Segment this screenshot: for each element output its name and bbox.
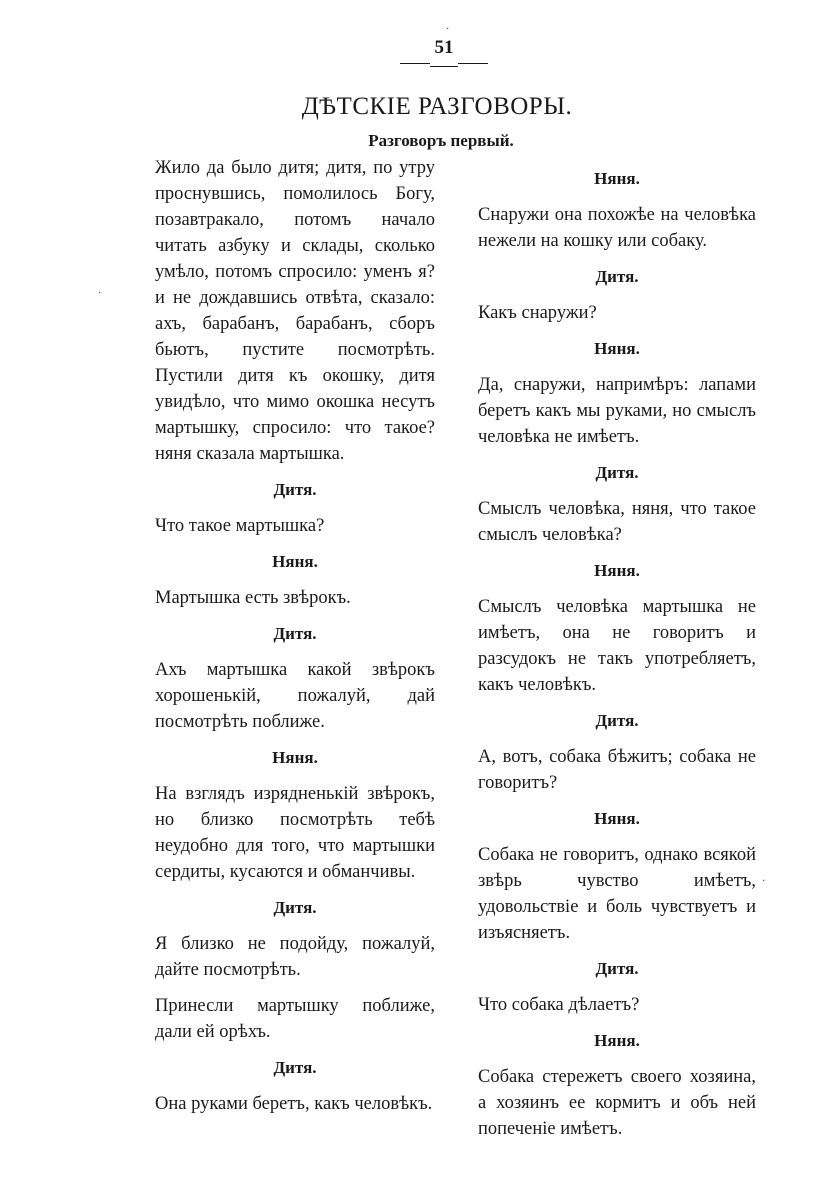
speaker-label: Дитя. [595,959,639,978]
dialogue-paragraph: Я близко не подойду, пожалуй, дайте посмотрѣть. [155,934,435,980]
speaker-label: Дитя. [273,480,317,499]
page-number: 51 [434,37,454,58]
speaker-label: Няня. [594,1031,640,1050]
dialogue-paragraph: Собака не говоритъ, однако всякой звѣрь чувство имѣетъ, удовольствіе и боль чувствуетъ и изъясняетъ. [478,845,756,943]
right-column [478,156,756,1152]
speaker-label: Няня. [594,169,640,188]
dialogue-paragraph: Жило да было дитя; дитя, по утру проснувшись, помолилось Богу, позавтракало, потомъ начало читать азбуку и склады, сколько умѣло, потомъ спросило: уменъ я? и не дождавшись отвѣта, сказало: ахъ, барабанъ, барабанъ, сборъ бьютъ, пустите посмотрѣть. Пустили дитя къ окошку, дитя увидѣло, что мимо окошка несутъ мартышку, спросило: что такое? няня сказала мартышка. [155,158,435,464]
dialogue-paragraph: Да, снаружи, напримѣръ: лапами беретъ какъ мы руками, но смыслъ человѣка не имѣетъ. [478,375,756,447]
page-number-underline [430,66,458,67]
dialogue-paragraph: Какъ снаружи? [478,303,597,323]
header-rule-left [400,63,430,64]
speaker-label: Няня. [594,809,640,828]
print-speck: · [446,24,450,35]
speaker-label: Няня. [272,552,318,571]
dialogue-paragraph: Что такое мартышка? [155,516,325,536]
chapter-subtitle: Разговоръ первый. [368,131,514,150]
dialogue-paragraph: А, вотъ, собака бѣжитъ; собака не говоритъ? [478,747,756,793]
dialogue-paragraph: Что собака дѣлаетъ? [478,995,640,1015]
speaker-label: Няня. [272,748,318,767]
speaker-label: Дитя. [595,463,639,482]
speaker-label: Няня. [594,561,640,580]
dialogue-paragraph: Принесли мартышку поближе, дали ей орѣхъ. [155,996,435,1042]
chapter-title: ДѢТСКІЕ РАЗГОВОРЫ. [301,93,573,120]
header-rule-right [458,63,488,64]
print-speck: · [98,288,102,299]
left-column [155,155,435,1127]
dialogue-paragraph: Смыслъ человѣка мартышка не имѣетъ, она не говоритъ и разсудокъ не такъ употребляетъ, какъ человѣкъ. [478,597,756,695]
dialogue-paragraph: Ахъ мартышка какой звѣрокъ хорошенькій, пожалуй, дай посмотрѣть поближе. [155,660,435,732]
dialogue-paragraph: На взглядъ изрядненькій звѣрокъ, но близко посмотрѣть тебѣ неудобно для того, что мартышки сердиты, кусаются и обманчивы. [155,784,435,882]
print-speck: · [762,876,766,887]
speaker-label: Дитя. [595,267,639,286]
speaker-label: Няня. [594,339,640,358]
dialogue-paragraph: Мартышка есть звѣрокъ. [155,588,351,608]
dialogue-paragraph: Собака стережетъ своего хозяина, а хозяинъ ее кормитъ и объ ней попеченіе имѣетъ. [478,1067,756,1139]
dialogue-paragraph: Снаружи она похожѣе на человѣка нежели на кошку или собаку. [478,205,756,251]
dialogue-paragraph: Смыслъ человѣка, няня, что такое смыслъ человѣка? [478,499,756,545]
speaker-label: Дитя. [273,1058,317,1077]
speaker-label: Дитя. [273,898,317,917]
speaker-label: Дитя. [273,624,317,643]
speaker-label: Дитя. [595,711,639,730]
dialogue-paragraph: Она руками беретъ, какъ человѣкъ. [155,1094,433,1114]
